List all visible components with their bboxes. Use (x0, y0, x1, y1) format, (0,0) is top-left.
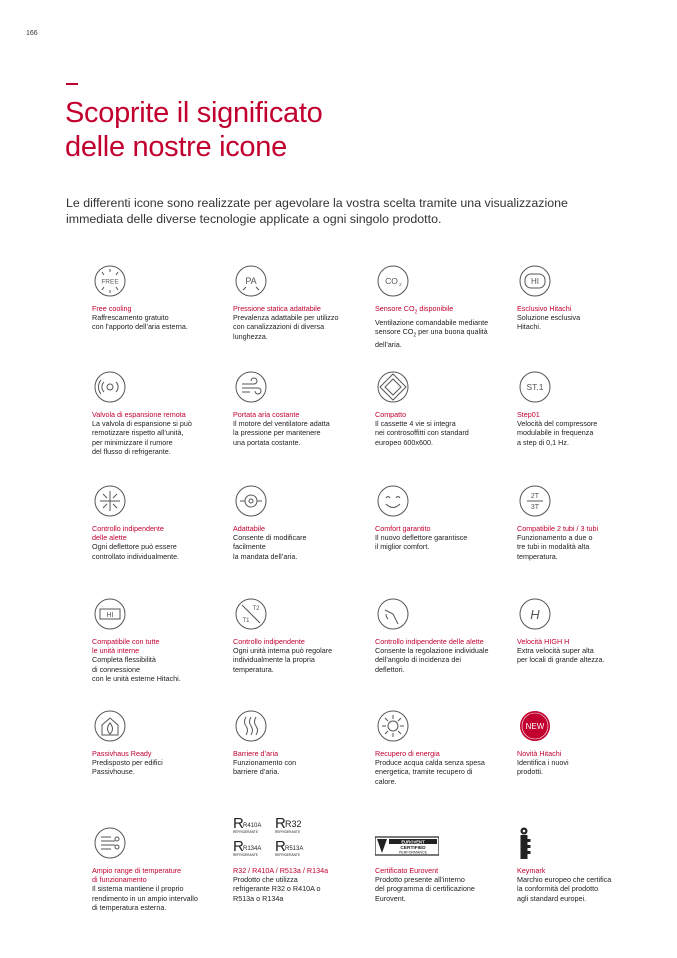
icon-item-barriere-aria (233, 709, 363, 777)
expansion-valve-icon (93, 370, 127, 404)
independent-control-icon (234, 597, 268, 631)
air-curtain-icon (234, 709, 268, 743)
icon-description: Marchio europeo che certifica la conformità del prodotto agli standard europei. (517, 875, 612, 903)
icon-description: Completa flessibilità di connessione con le unità esterne Hitachi. (92, 655, 181, 683)
icon-description: Il cassette 4 vie si integra nei controsoffitti con standard europeo 600x600. (375, 419, 469, 447)
louver-control-icon (93, 484, 127, 518)
icon-item-step01 (517, 370, 647, 447)
icon-item-controllo-indipendente (233, 597, 363, 674)
svg-text:2T: 2T (530, 493, 540, 500)
energy-recovery-icon (376, 709, 410, 743)
new-badge-icon (518, 709, 552, 743)
icon-item-novita-hitachi (517, 709, 647, 777)
icon-title: Keymark (517, 866, 546, 875)
svg-text:REFRIGERANTE: REFRIGERANTE (233, 853, 258, 857)
icon-description: Velocità del compressore modulabile in frequenza a step di 0,1 Hz. (517, 419, 598, 447)
icon-description: Predisposto per edifici Passivhouse. (92, 758, 163, 777)
comfort-smile-icon (376, 484, 410, 518)
icon-description: Ventilazione comandabile mediante sensore $CO_2$ per una buona qualità dell’aria. (375, 317, 489, 350)
svg-text:R513A: R513A (285, 846, 304, 852)
icon-item-portata-aria (233, 370, 363, 447)
icon-item-compatto (375, 370, 505, 447)
icon-item-adattabile (233, 484, 363, 561)
icon-title: Controllo indipendente delle alette (92, 524, 164, 543)
icon-item-compatibile-tubi (517, 484, 647, 561)
icon-description: Consente la regolazione individuale dell’angolo di incidenza dei deflettori. (375, 646, 489, 674)
icon-description: Funzionamento con barriere d’aria. (233, 758, 297, 777)
icon-item-velocita-high (517, 597, 647, 665)
svg-text:R: R (275, 838, 286, 855)
icon-item-refrigeranti (233, 813, 363, 903)
svg-text:3T: 3T (530, 504, 540, 511)
svg-text:R: R (233, 815, 244, 832)
svg-text:R32: R32 (285, 819, 302, 829)
svg-text:HI: HI (531, 277, 539, 286)
compatible-units-icon (93, 597, 127, 631)
icon-description: Produce acqua calda senza spesa energetica, tramite recupero di calore. (375, 758, 485, 786)
adaptable-icon (234, 484, 268, 518)
icon-item-controllo-alette (92, 484, 222, 561)
svg-text:ST.1: ST.1 (526, 382, 544, 392)
icon-description: Il nuovo deflettore garantisce il miglior comfort. (375, 533, 468, 552)
icon-title: Ampio range di temperature di funzionamento (92, 866, 182, 885)
refrigerant-logos-icon (233, 813, 313, 859)
svg-text:HI: HI (106, 612, 114, 619)
icon-title: Barriere d’aria (233, 749, 279, 758)
svg-text:R: R (275, 815, 286, 832)
svg-text:EUROVENT: EUROVENT (401, 839, 425, 845)
icon-item-passivhaus (92, 709, 222, 777)
icon-item-compatibile-unita (92, 597, 222, 683)
icon-description: Consente di modificare facilmente la mandata dell’aria. (233, 533, 307, 561)
icon-description: Prodotto che utilizza refrigerante R32 o R410A o R513a o R134a (233, 875, 321, 903)
svg-text:T1: T1 (242, 618, 250, 624)
icon-title: Compatibile con tutte le unità interne (92, 637, 160, 656)
icon-item-comfort-garantito (375, 484, 505, 552)
svg-text:CO: CO (385, 276, 398, 286)
icon-description: Il sistema mantiene il proprio rendimento in un ampio intervallo di temperatura esterna. (92, 884, 198, 912)
icon-title: Esclusivo Hitachi (517, 304, 572, 313)
svg-text:PERFORMANCE: PERFORMANCE (399, 850, 427, 855)
svg-text:PA: PA (245, 276, 257, 286)
icon-title: Certificato Eurovent (375, 866, 439, 875)
icon-description: Ogni deflettore può essere controllato individualmente. (92, 542, 180, 561)
svg-text:R410A: R410A (243, 823, 262, 829)
svg-text:NEW: NEW (525, 722, 545, 731)
icon-title: Pressione statica adattabile (233, 304, 321, 313)
eurovent-logo-icon (375, 832, 439, 862)
icon-title: Novità Hitachi (517, 749, 562, 758)
icon-item-pressione-statica (233, 264, 363, 341)
svg-text:T2: T2 (252, 606, 260, 612)
icon-item-free-cooling (92, 264, 222, 332)
icon-description: Ogni unità interna può regolare individualmente la propria temperatura. (233, 646, 333, 674)
intro-text: Le differenti icone sono realizzate per agevolare la vostra scelta tramite una visualizzazione immediata delle diverse tecnologie applicate a ogni singolo prodotto. (66, 196, 568, 226)
constant-airflow-icon (234, 370, 268, 404)
icon-description: Soluzione esclusiva Hitachi. (517, 313, 581, 332)
page-title-line-2: delle nostre icone (65, 131, 287, 163)
icon-title: Controllo indipendente delle alette (375, 637, 484, 646)
keymark-logo-icon (518, 826, 552, 860)
svg-text:FREE: FREE (101, 278, 119, 286)
icon-item-certificato-eurovent (375, 818, 505, 903)
icon-title: Free cooling (92, 304, 132, 313)
icon-title: Compatto (375, 410, 407, 419)
temperature-range-icon (93, 826, 127, 860)
icon-item-valvola-espansione (92, 370, 222, 456)
icon-item-recupero-energia (375, 709, 505, 786)
icon-title: Comfort garantito (375, 524, 431, 533)
icon-item-sensore-co2 (375, 264, 505, 350)
icon-item-ampio-range (92, 826, 222, 912)
icon-title: Portata aria costante (233, 410, 300, 419)
icon-title: Step01 (517, 410, 540, 419)
svg-text:H: H (530, 607, 540, 622)
icon-item-controllo-alette-angolo (375, 597, 505, 674)
louver-angle-icon (376, 597, 410, 631)
icon-title: Adattabile (233, 524, 265, 533)
icon-title: Controllo indipendente (233, 637, 305, 646)
icon-title: Recupero di energia (375, 749, 440, 758)
icon-title: Compatibile 2 tubi / 3 tubi (517, 524, 599, 533)
icon-item-keymark (517, 826, 647, 903)
icon-description: Il motore del ventilatore adatta la pressione per mantenere una portata costante. (233, 419, 330, 447)
svg-text:2: 2 (399, 282, 402, 287)
co2-sensor-icon (376, 264, 410, 298)
svg-text:REFRIGERANTE: REFRIGERANTE (275, 853, 300, 857)
svg-text:R134A: R134A (243, 846, 262, 852)
two-three-pipes-icon (518, 484, 552, 518)
high-speed-h-icon (518, 597, 552, 631)
icon-description: Extra velocità super alta per locali di grande altezza. (517, 646, 605, 665)
step01-icon (518, 370, 552, 404)
icon-title: Sensore $CO_2$ disponibile (375, 304, 454, 316)
icon-title: Valvola di espansione remota (92, 410, 186, 419)
title-dash (66, 83, 78, 85)
compact-cassette-icon (376, 370, 410, 404)
icon-description: Prodotto presente all’interno del programma di certificazione Eurovent. (375, 875, 475, 903)
svg-text:REFRIGERANTE: REFRIGERANTE (233, 830, 258, 834)
page-number: 166 (26, 30, 38, 37)
page-title-line-1: Scoprite il significato (65, 97, 323, 129)
icon-description: La valvola di espansione si può remotizzare rispetto all’unità, per minimizzare il rumore del flusso di refrigerante. (92, 419, 192, 456)
icon-title: Velocità HIGH H (517, 637, 570, 646)
icon-description: Identifica i nuovi prodotti. (517, 758, 569, 777)
svg-text:REFRIGERANTE: REFRIGERANTE (275, 830, 300, 834)
hitachi-exclusive-icon (518, 264, 552, 298)
icon-description: Funzionamento a due o tre tubi in modalità alta temperatura. (517, 533, 593, 561)
page-title (65, 96, 322, 164)
icon-item-esclusivo-hitachi (517, 264, 647, 332)
svg-text:CERTIFIED: CERTIFIED (400, 846, 426, 851)
icon-title: R32 / R410A / R513a / R134a (233, 866, 329, 875)
free-cooling-icon (93, 264, 127, 298)
svg-text:R: R (233, 838, 244, 855)
passivhaus-house-icon (93, 709, 127, 743)
icon-title: Passivhaus Ready (92, 749, 152, 758)
pressure-pa-icon (234, 264, 268, 298)
icon-description: Prevalenza adattabile per utilizzo con canalizzazioni di diversa lunghezza. (233, 313, 339, 341)
icon-description: Raffrescamento gratuito con l’apporto dell’aria esterna. (92, 313, 188, 332)
